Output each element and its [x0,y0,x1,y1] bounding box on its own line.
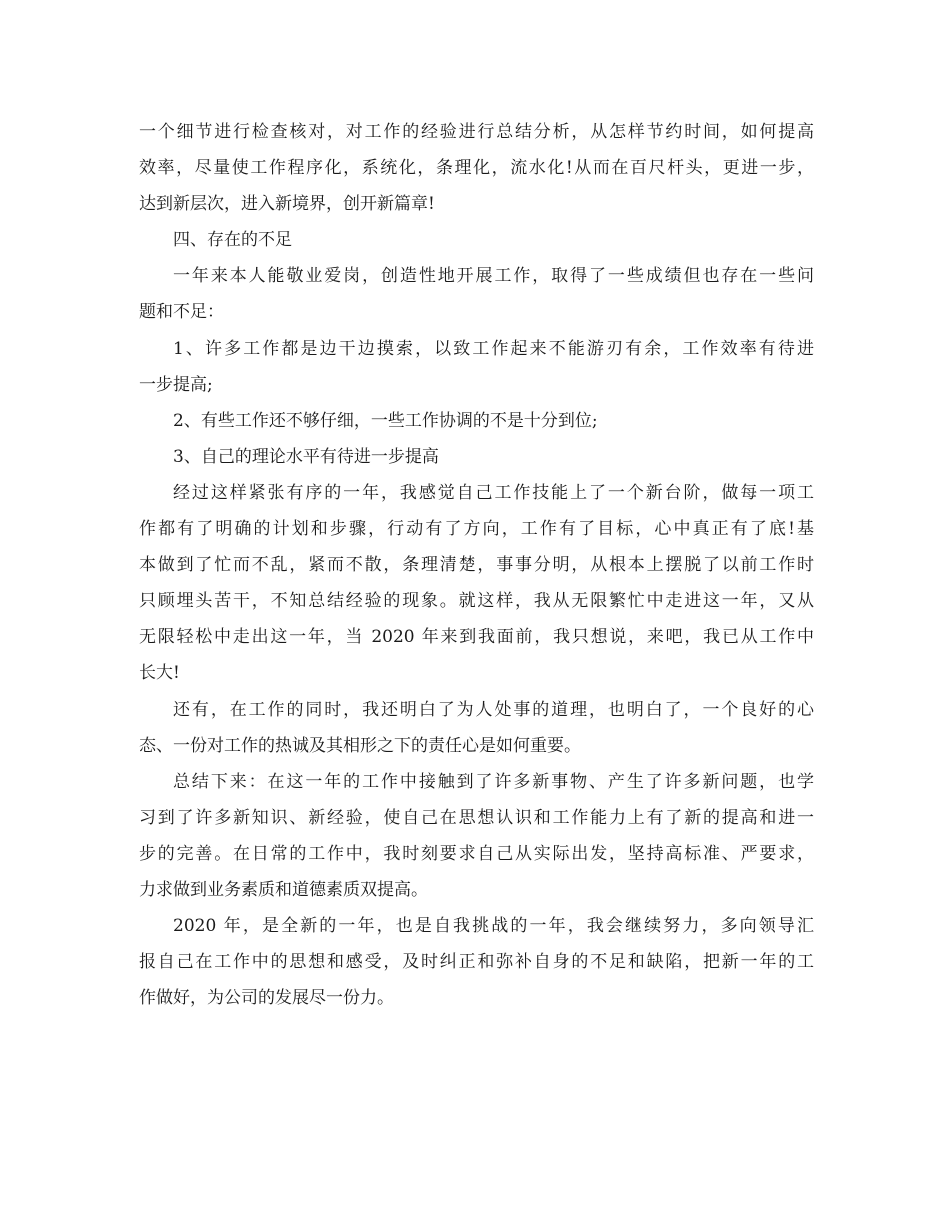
text-line: 一年来本人能敬业爱岗，创造性地开展工作，取得了一些成绩但也存在一些问 [173,266,814,287]
text-line: 本做到了忙而不乱，紧而不散，条理清楚，事事分明，从根本上摆脱了以前工作时 [139,555,814,576]
text-line: 步的完善。在日常的工作中，我时刻要求自己从实际出发，坚持高标准、严要求， [139,843,814,864]
text-line: 无限轻松中走出这一年，当 2020 年来到我面前，我只想说，来吧，我已从工作中 [139,627,814,648]
text-line: 习到了许多新知识、新经验，使自己在思想认识和工作能力上有了新的提高和进一 [139,807,814,828]
text-line: 还有，在工作的同时，我还明白了为人处事的道理，也明白了，一个良好的心 [173,699,814,720]
text-line: 一个细节进行检查核对，对工作的经验进行总结分析，从怎样节约时间，如何提高 [139,122,814,142]
text-line: 达到新层次，进入新境界，创开新篇章! [139,194,435,215]
text-line: 3、自己的理论水平有待进一步提高 [173,446,439,467]
text-line: 四、存在的不足 [173,230,292,251]
text-line: 一步提高; [139,374,213,395]
text-line: 1、许多工作都是边干边摸索，以致工作起来不能游刃有余，工作效率有待进 [173,338,814,359]
text-line: 报自己在工作中的思想和感受，及时纠正和弥补自身的不足和缺陷，把新一年的工 [139,952,814,973]
text-line: 作做好，为公司的发展尽一份力。 [139,988,394,1009]
text-line: 效率，尽量使工作程序化，系统化，条理化，流水化!从而在百尺杆头，更进一步， [139,158,814,179]
text-line: 作都有了明确的计划和步骤，行动有了方向，工作有了目标，心中真正有了底!基 [139,519,814,540]
text-line: 2、有些工作还不够仔细，一些工作协调的不是十分到位; [173,410,598,431]
text-line: 题和不足： [139,302,224,323]
text-line: 态、一份对工作的热诚及其相形之下的责任心是如何重要。 [139,735,581,756]
document-body [139,114,814,1016]
text-line: 2020 年，是全新的一年，也是自我挑战的一年，我会继续努力，多向领导汇 [173,916,814,937]
text-line: 经过这样紧张有序的一年，我感觉自己工作技能上了一个新台阶，做每一项工 [173,482,814,503]
text-line: 力求做到业务素质和道德素质双提高。 [139,879,428,900]
text-line: 总结下来：在这一年的工作中接触到了许多新事物、产生了许多新问题，也学 [173,771,814,792]
text-line: 长大! [139,663,180,684]
text-line: 只顾埋头苦干，不知总结经验的现象。就这样，我从无限繁忙中走进这一年，又从 [139,591,814,612]
